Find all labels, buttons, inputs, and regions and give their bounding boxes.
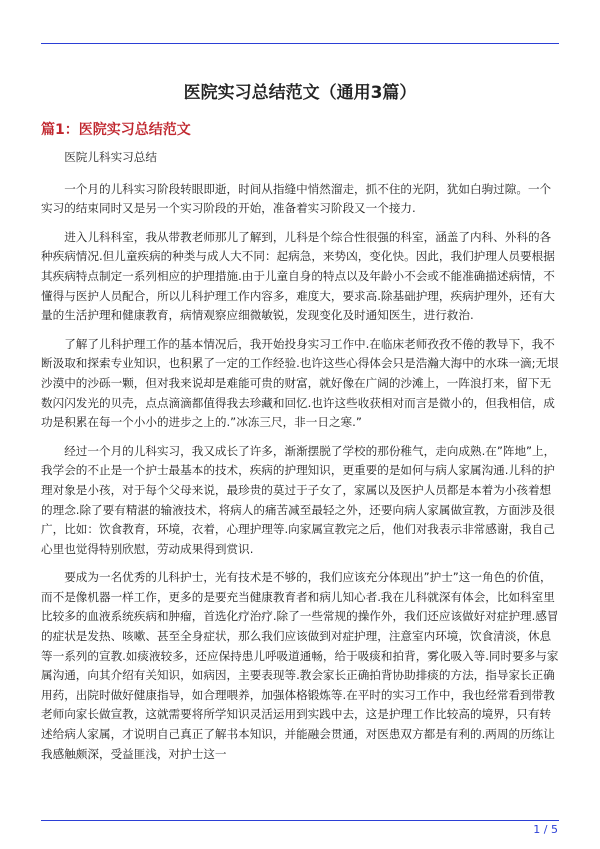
- paragraph-3: 了解了儿科护理工作的基本情况后，我开始投身实习工作中.在临床老师孜孜不倦的教导下，我不断汲取和探索专业知识，也积累了一定的工作经验.也许这些心得体会只是浩瀚大海中的水珠一滴;无垠沙漠中的沙砾一颗，但对我来说却是难能可贵的财富，就好像在广阔的沙滩上，一阵浪打来，留下无数闪闪发光的贝壳，点点滴滴都值得我去珍藏和回忆.也许这些收获相对而言是微小的，但我相信，成功是积累在每一个小小的进步之上的.”冰冻三尺，非一日之寒.”: [41, 336, 559, 430]
- chapter-heading: 篇1：医院实习总结范文: [41, 122, 191, 138]
- document-body: [41, 148, 559, 773]
- footer-rule: [41, 820, 559, 821]
- paragraph-2: 进入儿科科室，我从带教老师那儿了解到，儿科是个综合性很强的科室，涵盖了内科、外科的各种疾病情况.但儿童疾病的种类与成人大不同：起病急，来势凶，变化快。因此，我们护理人员要根据其疾病特点制定一系列相应的护理措施.由于儿童自身的特点以及年龄小不会或不能准确描述病情，不懂得与医护人员配合，所以儿科护理工作内容多，难度大，要求高.除基础护理，疾病护理外，还有大量的生活护理和健康教育，病情观察应细微敏锐，发现变化及时通知医生，进行救治.: [41, 229, 555, 323]
- paragraph-4: 经过一个月的儿科实习，我又成长了许多，渐渐摆脱了学校的那份稚气，走向成熟.在”阵地”上，我学会的不止是一个护士最基本的技术，疾病的护理知识，更重要的是如何与病人家属沟通.儿科的护理对象是小孩，对于每个父母来说，最珍贵的莫过于子女了，家属以及医护人员都是本着为小孩着想的理念.除了要有精湛的输液技术，将病人的痛苦减至最轻之外，还要向病人家属做宣教，方面涉及很广，比如：饮食教育，环境，衣着，心理护理等.向家属宣教完之后，他们对我表示非常感谢，我自己心里也觉得特别欣慰，劳动成果得到赏识.: [41, 443, 556, 556]
- document-title: 医院实习总结范文（通用3篇）: [183, 83, 417, 103]
- paragraph-5: 要成为一名优秀的儿科护士，光有技术是不够的，我们应该充分体现出”护士”这一角色的价值，而不是像机器一样工作，更多的是要充当健康教育者和病儿知心者.我在儿科就深有体会，比如科室里比较多的血液系统疾病和肿瘤，首选化疗治疗.除了一些常规的操作外，我们还应该做好对症护理.感冒的症状是发热、咳嗽、甚至全身症状，那么我们应该做到对症护理，注意室内环境，饮食清淡，休息等一系列的宣教.如痰液较多，还应保持患儿呼吸道通畅，给于吸痰和拍背，雾化吸入等.同时要多与家属沟通，向其介绍有关知识，如病因，主要表现等.教会家长正确拍背协助排痰的方法，指导家长正确用药，出院时做好健康指导，如合理喂养，加强体格锻炼等.在平时的实习工作中，我也经常看到带教老师向家长做宣教，这就需要将所学知识灵活运用到实践中去，这是护理工作比较高的境界，只有转述给病人家属，才说明自己真正了解书本知识，并能融会贯通，对医患双方都是有利的.两周的历练让我感触颇深，受益匪浅，对护士这一: [41, 570, 559, 761]
- paragraph-1: 一个月的儿科实习阶段转眼即逝，时间从指缝中悄然溜走，抓不住的光阴，犹如白驹过隙。一个实习的结束同时又是另一个实习阶段的开始，准备着实习阶段又一个接力.: [41, 181, 552, 216]
- section-subtitle: 医院儿科实习总结: [64, 150, 157, 164]
- header-rule: [41, 43, 559, 44]
- page-number: 1 / 5: [533, 823, 558, 836]
